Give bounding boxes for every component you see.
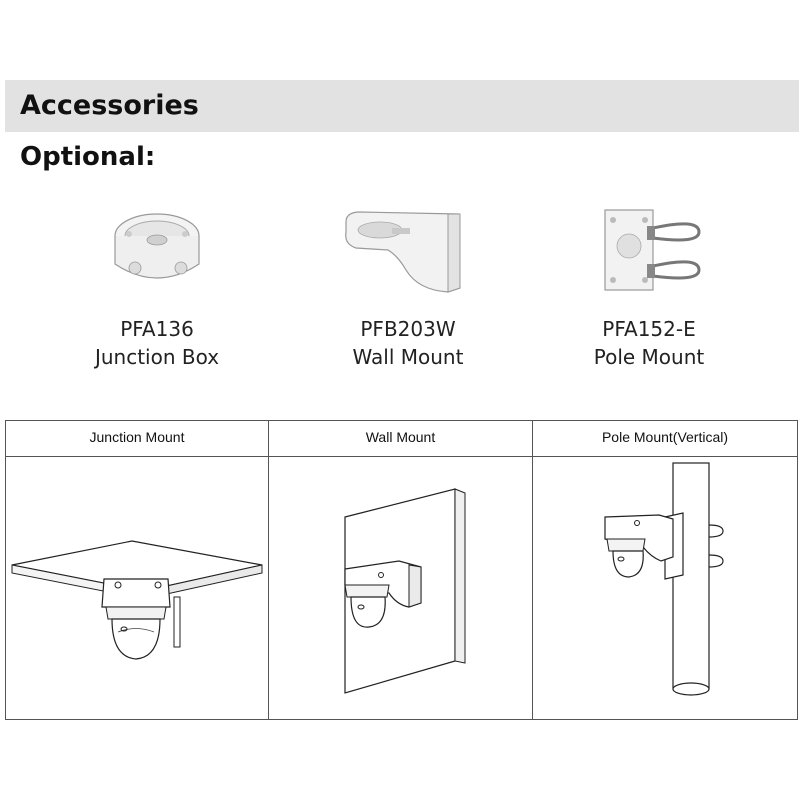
pole-mount-cell	[533, 457, 797, 719]
mount-diagram-table	[5, 420, 798, 720]
accessory-description: Pole Mount	[593, 345, 705, 369]
accessory-pole-mount	[539, 200, 759, 371]
accessory-description: Junction Box	[94, 345, 220, 369]
junction-mount-cell	[6, 457, 268, 719]
accessory-junction-box	[47, 200, 267, 371]
accessory-model: PFA152-E	[602, 317, 696, 341]
wall-mount-illustration	[269, 457, 532, 719]
table-header-junction-mount: Junction Mount	[6, 421, 268, 457]
optional-heading: Optional:	[20, 142, 156, 172]
table-header-pole-mount: Pole Mount(Vertical)	[533, 421, 797, 457]
wall-mount-icon	[298, 200, 518, 310]
accessory-wall-mount	[298, 200, 518, 371]
pole-mount-illustration	[533, 457, 797, 719]
wall-mount-cell	[269, 457, 532, 719]
junction-box-icon	[47, 200, 267, 310]
accessory-model: PFB203W	[360, 317, 456, 341]
accessory-model: PFA136	[120, 317, 194, 341]
pole-mount-icon	[539, 200, 759, 310]
section-title: Accessories	[20, 90, 199, 121]
section-header	[5, 80, 799, 132]
accessory-description: Wall Mount	[352, 345, 464, 369]
junction-mount-illustration	[6, 457, 268, 719]
table-header-wall-mount: Wall Mount	[269, 421, 532, 457]
